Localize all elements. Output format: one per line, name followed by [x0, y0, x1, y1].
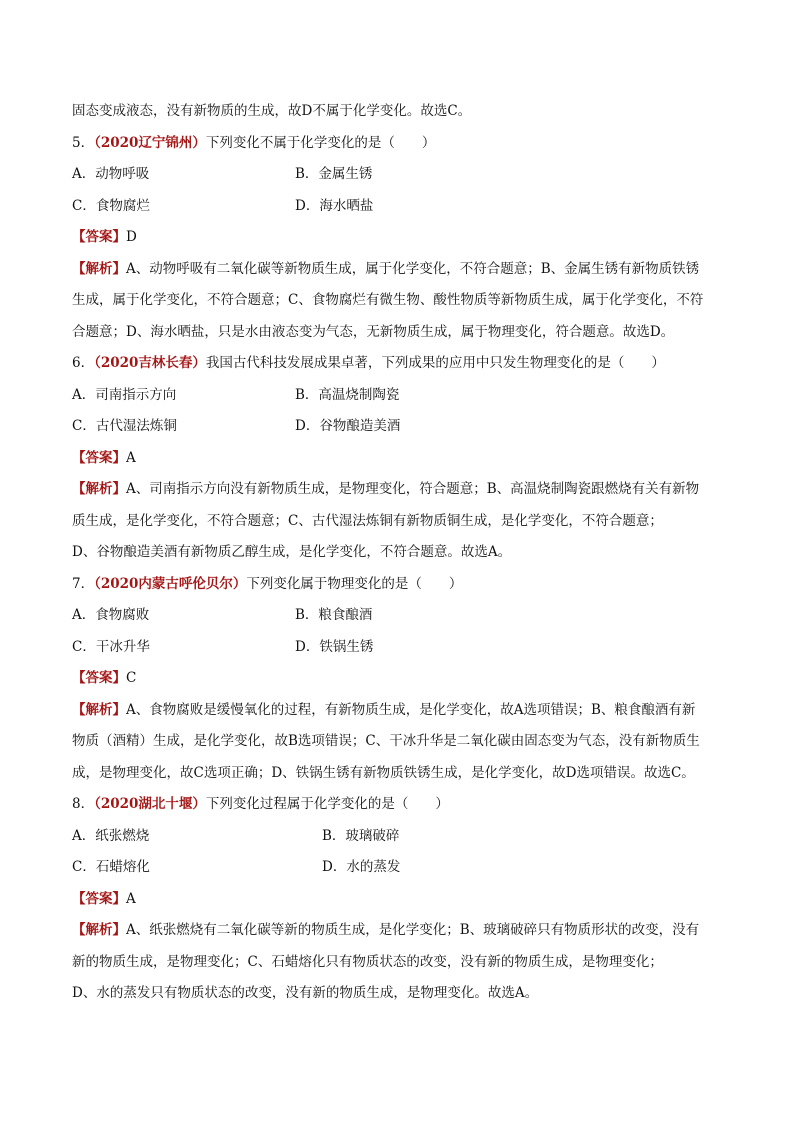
- option-d: D．谷物酿造美酒: [295, 418, 401, 434]
- option-c: C．干冰升华: [72, 638, 150, 655]
- options-row-2: [72, 415, 724, 437]
- options-row-1: [72, 604, 724, 626]
- answer-value: C: [126, 670, 137, 686]
- option-c: C．石蜡熔化: [72, 859, 150, 875]
- question-6: [72, 352, 724, 563]
- options-row-2: [72, 856, 724, 878]
- answer-value: A: [126, 449, 136, 466]
- analysis: [72, 258, 724, 343]
- options-row-1: [72, 163, 724, 185]
- analysis-line: 物质（酒精）生成，是化学变化，故B选项错误；C、干冰升华是二氧化碳由固态变为气态，没有新物质生: [72, 733, 700, 749]
- analysis-line: 【解析】A、司南指示方向没有新物质生成，是物理变化，符合题意；B、高温烧制陶瓷跟燃烧有关有新物: [72, 481, 700, 497]
- page-content: [72, 100, 724, 1014]
- analysis-tag: 【解析】: [72, 922, 126, 938]
- question-source: （2020吉林长春）: [94, 355, 206, 371]
- analysis-line: D、水的蒸发只有物质状态的改变，没有新的物质生成，是物理变化。故选A。: [72, 985, 539, 1001]
- option-c: C．古代湿法炼铜: [72, 418, 177, 434]
- options-row-2: [72, 636, 724, 658]
- question-text: 我国古代科技发展成果卓著，下列成果的应用中只发生物理变化的是（ ）: [205, 355, 665, 371]
- question-source: （2020湖北十堰）: [94, 796, 206, 812]
- analysis-line: 合题意；D、海水晒盐，只是水由液态变为气态，无新物质生成，属于物理变化，符合题意。故选D。: [72, 323, 675, 340]
- answer-tag: 【答案】: [72, 229, 126, 245]
- question-number: 5．: [72, 134, 95, 151]
- question-text: 下列变化不属于化学变化的是（ ）: [205, 134, 436, 151]
- analysis-line: 成，是物理变化，故C选项正确；D、铁锅生锈有新物质铁锈生成，是化学变化，故D选项错误。故选C。: [72, 764, 695, 781]
- question-8: [72, 793, 724, 1004]
- answer-value: D: [126, 229, 137, 245]
- option-a: A．食物腐败: [72, 607, 150, 623]
- answer-line: [72, 447, 724, 469]
- option-b: B．玻璃破碎: [322, 827, 400, 844]
- options-row-1: [72, 825, 724, 847]
- analysis-line: 生成，属于化学变化，不符合题意；C、食物腐烂有微生物、酸性物质等新物质生成，属于化学变化，不符: [72, 292, 704, 308]
- option-d: D．铁锅生锈: [295, 638, 374, 655]
- options-row-1: [72, 384, 724, 406]
- answer-tag: 【答案】: [72, 890, 126, 907]
- option-d: D．水的蒸发: [322, 859, 401, 875]
- analysis-line: 新的物质生成，是物理变化；C、石蜡熔化只有物质状态的改变，没有新的物质生成，是物理变化；: [72, 953, 663, 970]
- question-5: [72, 132, 724, 343]
- answer-line: [72, 226, 724, 248]
- question-number: 6．: [72, 355, 95, 371]
- analysis-line: 质生成，是化学变化，不符合题意；C、古代湿法炼铜有新物质铜生成，是化学变化，不符合题意；: [72, 512, 663, 529]
- analysis: [72, 478, 724, 563]
- analysis-line: 【解析】A、食物腐败是缓慢氧化的过程，有新物质生成，是化学变化，故A选项错误；B、粮食酿酒有新: [72, 701, 696, 718]
- option-a: A．纸张燃烧: [72, 827, 150, 844]
- option-c: C．食物腐烂: [72, 197, 150, 214]
- question-source: （2020辽宁锦州）: [94, 134, 206, 151]
- analysis-line: 【解析】A、动物呼吸有二氧化碳等新物质生成，属于化学变化，不符合题意；B、金属生锈有新物质铁锈: [72, 260, 700, 277]
- options-row-2: [72, 195, 724, 217]
- analysis-tag: 【解析】: [72, 701, 126, 718]
- analysis-tag: 【解析】: [72, 481, 126, 497]
- answer-tag: 【答案】: [72, 449, 126, 466]
- analysis: [72, 699, 724, 784]
- question-text: 下列变化属于物理变化的是（ ）: [246, 575, 463, 592]
- question-stem: [72, 793, 724, 815]
- question-stem: [72, 352, 724, 374]
- analysis: [72, 919, 724, 1004]
- question-text: 下列变化过程属于化学变化的是（ ）: [205, 796, 449, 812]
- option-b: B．金属生锈: [295, 166, 373, 182]
- analysis-tag: 【解析】: [72, 260, 126, 277]
- answer-line: [72, 888, 724, 910]
- option-a: A．司南指示方向: [72, 386, 177, 403]
- answer-tag: 【答案】: [72, 670, 126, 686]
- option-b: B．粮食酿酒: [295, 607, 373, 623]
- question-stem: [72, 573, 724, 595]
- answer-line: [72, 667, 724, 689]
- analysis-line: 【解析】A、纸张燃烧有二氧化碳等新的物质生成，是化学变化；B、玻璃破碎只有物质形状的改变，没有: [72, 922, 700, 938]
- question-source: （2020内蒙古呼伦贝尔）: [94, 575, 247, 592]
- question-7: [72, 573, 724, 784]
- question-stem: [72, 132, 724, 154]
- question-number: 7．: [72, 575, 95, 592]
- intro-line: 固态变成液态，没有新物质的生成，故D不属于化学变化。故选C。: [72, 103, 472, 119]
- question-number: 8．: [72, 796, 95, 812]
- option-d: D．海水晒盐: [295, 197, 374, 214]
- analysis-line: D、谷物酿造美酒有新物质乙醇生成，是化学变化，不符合题意。故选A。: [72, 544, 512, 560]
- option-b: B．高温烧制陶瓷: [295, 386, 400, 403]
- option-a: A．动物呼吸: [72, 166, 150, 182]
- answer-value: A: [126, 890, 136, 907]
